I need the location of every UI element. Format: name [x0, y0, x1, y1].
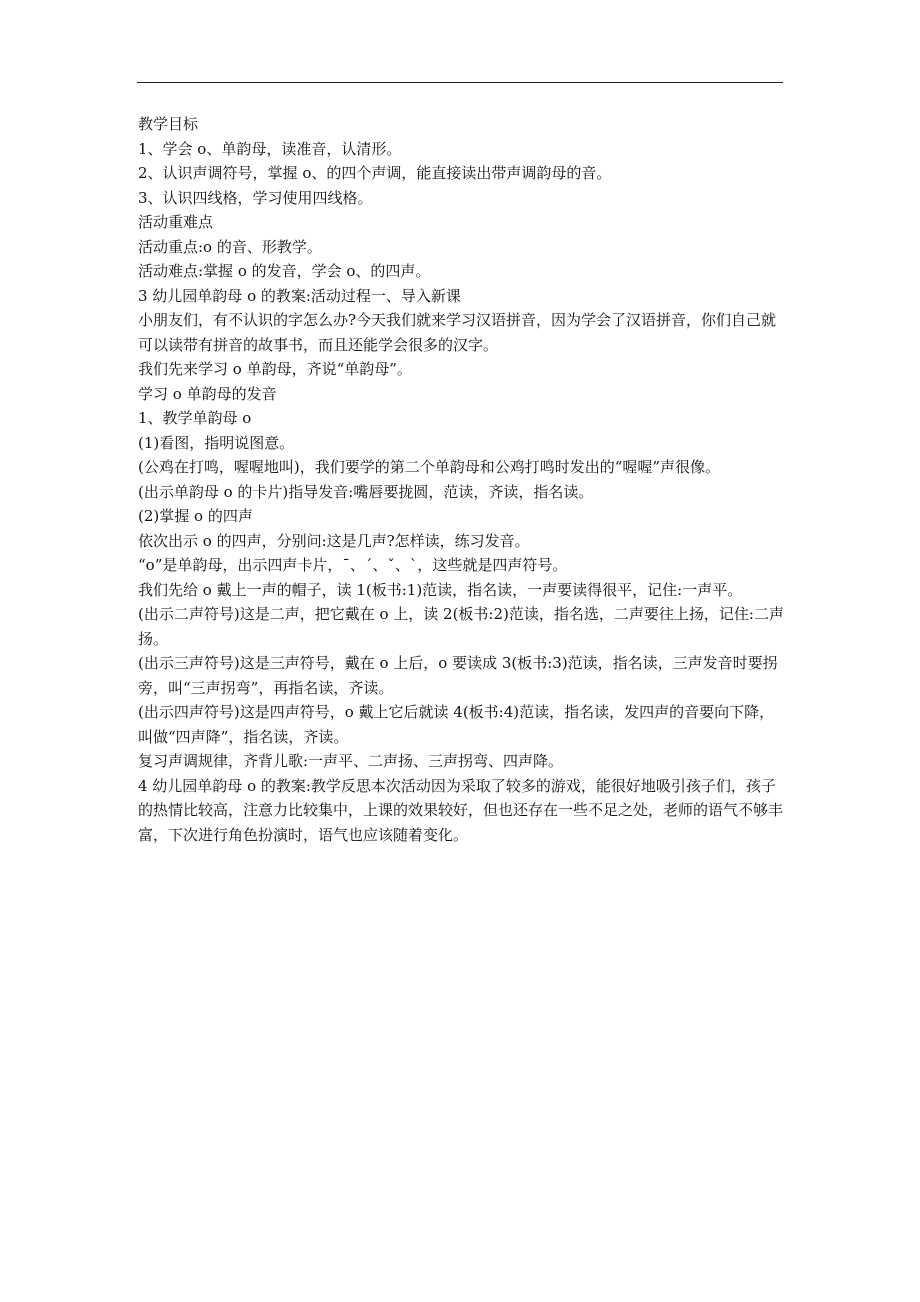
objective-item: 2、认识声调符号，掌握 o、的四个声调，能直接读出带声调韵母的音。: [138, 164, 612, 182]
paragraph: 我们先给 o 戴上一声的帽子，读 1(板书:1)范读，指名读，一声要读得很平，记住:一声平。: [138, 580, 743, 599]
paragraph: “o”是单韵母，出示四声卡片，ˉ、ˊ、ˇ、ˋ，这些就是四声符号。: [138, 556, 568, 574]
paragraph: (出示三声符号)这是三声符号，戴在 o 上后，o 要读成 3(板书:3)范读，指名读，三声发音时要拐旁，叫“三声拐弯”，再指名读，齐读。: [138, 654, 778, 697]
section-heading-key-points: 活动重难点: [138, 213, 214, 231]
paragraph: 依次出示 o 的四声，分别问:这是几声?怎样读，练习发音。: [138, 531, 530, 550]
objective-item: 1、学会 o、单韵母，读准音，认清形。: [138, 139, 402, 158]
objective-item: 3、认识四线格，学习使用四线格。: [138, 188, 373, 207]
section-heading-process: 3 幼儿园单韵母 o 的教案:活动过程一、导入新课: [138, 286, 461, 305]
paragraph: 小朋友们，有不认识的字怎么办?今天我们就来学习汉语拼音，因为学会了汉语拼音，你们自己就可以读带有拼音的故事书，而且还能学会很多的汉字。: [138, 311, 777, 354]
paragraph: 我们先来学习 o 单韵母，齐说“单韵母”。: [138, 360, 412, 378]
paragraph: (出示单韵母 o 的卡片)指导发音:嘴唇要拢圆，范读，齐读，指名读。: [138, 482, 594, 501]
paragraph: 活动重点:o 的音、形教学。: [138, 237, 322, 256]
paragraph: 学习 o 单韵母的发音: [138, 384, 277, 403]
paragraph: (2)掌握 o 的四声: [138, 507, 253, 525]
section-heading-objectives: 教学目标: [138, 115, 199, 133]
document-body: [138, 112, 788, 847]
section-reflection: 4 幼儿园单韵母 o 的教案:教学反思本次活动因为采取了较多的游戏，能很好地吸引孩子们，孩子的热情比较高，注意力比较集中，上课的效果较好，但也还存在一些不足之处，老师的语气不够丰富，下次进行角色扮演时，语气也应该随着变化。: [138, 776, 784, 844]
paragraph: (出示四声符号)这是四声符号，o 戴上它后就读 4(板书:4)范读，指名读，发四声的音要向下降，叫做“四声降”，指名读，齐读。: [138, 703, 775, 746]
paragraph: (公鸡在打鸣，喔喔地叫)，我们要学的第二个单韵母和公鸡打鸣时发出的“喔喔”声很像。: [138, 458, 721, 476]
paragraph: 1、教学单韵母 o: [138, 409, 252, 427]
header-rule: [137, 82, 783, 83]
paragraph: 复习声调规律，齐背儿歌:一声平、二声扬、三声拐弯、四声降。: [138, 752, 564, 770]
paragraph: (出示二声符号)这是二声，把它戴在 o 上，读 2(板书:2)范读，指名选，二声要往上扬，记住:二声扬。: [138, 605, 784, 648]
paragraph: (1)看图，指明说图意。: [138, 433, 295, 452]
paragraph: 活动难点:掌握 o 的发音，学会 o、的四声。: [138, 262, 431, 280]
